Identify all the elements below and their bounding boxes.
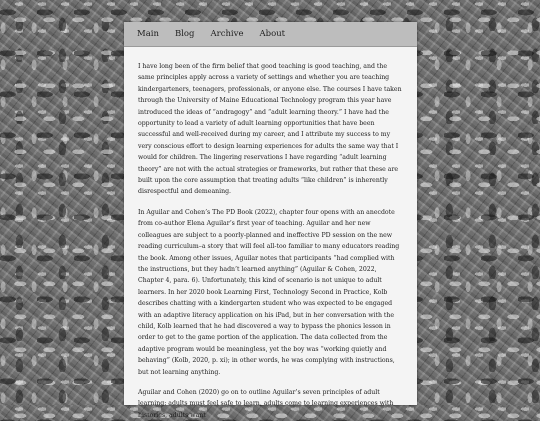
nav-link-blog[interactable]: Blog bbox=[174, 29, 195, 39]
nav-link-archive[interactable]: Archive bbox=[210, 29, 244, 39]
top-navigation-bar bbox=[124, 22, 417, 47]
nav-link-about[interactable]: About bbox=[259, 29, 286, 39]
article-paragraph: I have long been of the firm belief that good teaching is good teaching, and the same principles apply across a variety of settings and whether you are teaching kindergarteners, teenagers, professionals, or anyone else. The courses I have taken through the University of Maine Educational Technology program this year have introduced the ideas of “andragogy” and “adult learning theory.” I have had the opportunity to lead a variety of adult learning opportunities that have been successful and well-received during my career, and I attribute my success to my very conscious effort to design learning experiences for adults the same way that I would for children. The lingering reservations I have regarding “adult learning theory” are not with the actual strategies or frameworks, but rather that these are built upon the core assumption that treating adults “like children” is inherently disrespectful and demeaning. bbox=[138, 63, 402, 196]
article-paragraph: Aguilar and Cohen (2020) go on to outline Aguilar’s seven principles of adult learning: adults must feel safe to learn, adults come to learning experiences with histories, adults want bbox=[138, 388, 394, 419]
nav-link-main[interactable]: Main bbox=[137, 29, 159, 39]
article-content bbox=[124, 47, 417, 421]
article-paragraph: In Aguilar and Cohen’s The PD Book (2022), chapter four opens with an anecdote from co-author Elena Aguilar’s first year of teaching. Aguilar and her new colleagues are subject to a poorly-planned and ineffective PD session on the new reading curriculum–a story that will feel all-too familiar to many educators reading the book. Among other issues, Aguilar notes that participants “had complied with the instructions, but they hadn’t learned anything” (Aguilar & Cohen, 2022, Chapter 4, para. 6). Unfortunately, this kind of scenario is not unique to adult learners. In her 2020 book Learning First, Technology Second in Practice, Kolb describes chatting with a kindergarten student who was expected to be engaged with an adaptive literacy application on his iPad, but in her conversation with the child, Kolb learned that he had discovered a way to bypass the phonics lesson in order to get to the game portion of the application. The data collected from the adaptive program would be meaningless, yet the boy was “working quietly and behaving” (Kolb, 2020, p. xi); in other words, he was complying with instructions, but not learning anything. bbox=[138, 208, 400, 376]
article-page bbox=[124, 22, 417, 419]
